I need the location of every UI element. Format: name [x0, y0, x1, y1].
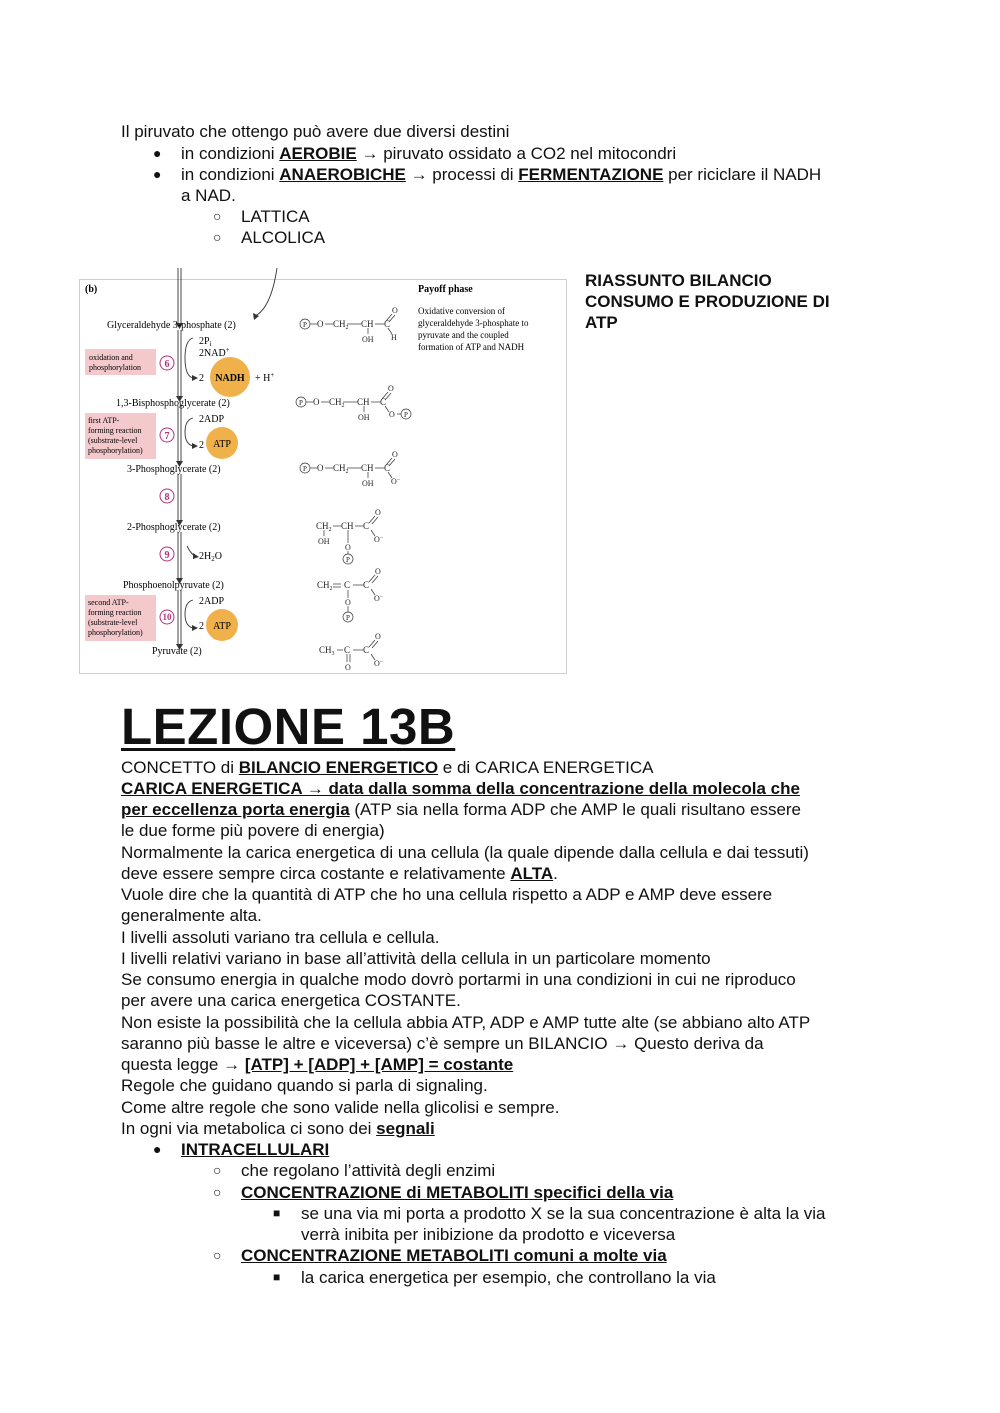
- svg-text:O: O: [389, 410, 395, 419]
- svg-text:O: O: [345, 598, 351, 607]
- compound-name: 3-Phosphoglycerate (2): [127, 464, 221, 475]
- svg-text:O: O: [375, 567, 381, 576]
- svg-text:O: O: [317, 319, 324, 329]
- step-number: 10: [162, 612, 172, 622]
- svg-text:C: C: [344, 645, 351, 655]
- compound-name: Pyruvate (2): [152, 646, 202, 657]
- sub-item-lattica: LATTICA: [241, 207, 310, 226]
- svg-text:P: P: [346, 556, 350, 564]
- bullet-circle: ○: [213, 1162, 222, 1178]
- bullet-dot: ●: [153, 166, 162, 182]
- svg-text:CH: CH: [361, 463, 374, 473]
- svg-text:H: H: [391, 333, 397, 342]
- sub-item-alcolica: ALCOLICA: [241, 228, 326, 247]
- svg-text:O: O: [375, 508, 381, 517]
- svg-text:P: P: [303, 465, 307, 473]
- svg-text:C: C: [380, 397, 387, 407]
- bullet-circle: ○: [213, 229, 222, 245]
- text-line: saranno più basse le altre e viceversa) c’è sempre un BILANCIO → Questo deriva da: [121, 1034, 764, 1053]
- svg-text:O: O: [313, 397, 320, 407]
- svg-text:C: C: [344, 580, 351, 590]
- svg-text:C: C: [384, 319, 391, 329]
- intro-bullet-aerobic: in condizioni AEROBIE → piruvato ossidato a CO2 nel mitocondri: [181, 144, 677, 163]
- text-line: CONCETTO di BILANCIO ENERGETICO e di CARICA ENERGETICA: [121, 758, 654, 777]
- side-note: RIASSUNTO BILANCIO CONSUMO E PRODUZIONE DI ATP: [585, 271, 830, 332]
- svg-text:OH: OH: [362, 335, 374, 344]
- list-item: verrà inibita per inibizione da prodotto e viceversa: [301, 1225, 676, 1244]
- svg-text:CH2: $CH_2$: [329, 397, 345, 409]
- compound-name: Glyceraldehyde 3-phosphate (2): [107, 320, 236, 331]
- text-line: I livelli assoluti variano tra cellula e cellula.: [121, 928, 440, 947]
- bullet-dot: ●: [153, 145, 162, 161]
- phase-desc: Oxidative conversion of: [418, 306, 505, 316]
- svg-text:O: O: [345, 543, 351, 552]
- svg-text:O−: O−: [391, 477, 401, 486]
- compound-name: Phosphoenolpyruvate (2): [123, 580, 224, 591]
- svg-text:OH: OH: [358, 413, 370, 422]
- text-line: CARICA ENERGETICA → data dalla somma della concentrazione della molecola che: [121, 779, 800, 798]
- intro-line: Il piruvato che ottengo può avere due diversi destini: [121, 122, 510, 141]
- svg-text:CH2: $CH_2$: [333, 319, 349, 331]
- compound-name: 1,3-Bisphosphoglycerate (2): [116, 398, 230, 409]
- svg-text:O: O: [345, 663, 351, 672]
- svg-text:O−: O−: [374, 535, 384, 544]
- svg-text:P: P: [346, 614, 350, 622]
- list-item: che regolano l’attività degli enzimi: [241, 1161, 496, 1180]
- list-item: se una via mi porta a prodotto X se la sua concentrazione è alta la via: [301, 1204, 826, 1223]
- panel-label: (b): [85, 284, 98, 295]
- svg-text:CH2: $CH_2$: [316, 521, 332, 533]
- svg-text:C: C: [363, 580, 370, 590]
- svg-text:CH2: $CH_2$: [317, 580, 333, 592]
- text-line: Non esiste la possibilità che la cellula abbia ATP, ADP e AMP tutte alte (se abbiano alto ATP: [121, 1013, 811, 1032]
- svg-text:O: O: [392, 306, 398, 315]
- text-line: questa legge → [ATP] + [ADP] + [AMP] = costante: [121, 1055, 514, 1074]
- phase-desc: pyruvate and the coupled: [418, 330, 509, 340]
- step-label: (substrate-level: [88, 618, 138, 627]
- svg-text:P: P: [404, 411, 408, 419]
- bullet-circle: ○: [213, 1247, 222, 1263]
- list-item: CONCENTRAZIONE di METABOLITI specifici della via: [241, 1183, 674, 1202]
- bullet-circle: ○: [213, 1184, 222, 1200]
- step-label: phosphorylation: [89, 363, 141, 372]
- coefficient: 2: [199, 621, 204, 632]
- step-number: 6: [164, 359, 170, 370]
- reagent-adp: 2ADP: [199, 596, 225, 607]
- reagent-nad: 2NAD+: [199, 346, 230, 359]
- svg-text:CH: CH: [341, 521, 354, 531]
- reagent-adp: 2ADP: [199, 414, 225, 425]
- list-item: INTRACELLULARI: [181, 1140, 330, 1159]
- phase-title: Payoff phase: [418, 284, 473, 295]
- text-line: Se consumo energia in qualche modo dovrò portarmi in una condizioni in cui ne riproduco: [121, 970, 796, 989]
- step-label: second ATP-: [88, 598, 129, 607]
- svg-text:OH: OH: [362, 479, 374, 488]
- svg-text:C: C: [363, 521, 370, 531]
- bullet-square: ■: [273, 1270, 281, 1284]
- bullet-dot: ●: [153, 1141, 162, 1157]
- svg-text:CH: CH: [361, 319, 374, 329]
- svg-text:O: O: [388, 384, 394, 393]
- svg-text:O: O: [392, 450, 398, 459]
- atp-label: ATP: [213, 621, 231, 632]
- compound-name: 2-Phosphoglycerate (2): [127, 522, 221, 533]
- phase-desc: glyceraldehyde 3-phosphate to: [418, 318, 529, 328]
- step-label: oxidation and: [89, 353, 133, 362]
- svg-text:O: O: [317, 463, 324, 473]
- text-line: I livelli relativi variano in base all’attività della cellula in un particolare momento: [121, 949, 711, 968]
- list-item: CONCENTRAZIONE METABOLITI comuni a molte via: [241, 1246, 667, 1265]
- svg-text:C: C: [384, 463, 391, 473]
- step-number: 9: [164, 550, 170, 561]
- step-label: phosphorylation): [88, 446, 143, 455]
- step-label: (substrate-level: [88, 436, 138, 445]
- step-number: 7: [164, 431, 170, 442]
- bullet-circle: ○: [213, 208, 222, 224]
- text-line: per avere una carica energetica COSTANTE.: [121, 991, 461, 1010]
- svg-text:O−: O−: [374, 659, 384, 668]
- svg-text:C: C: [363, 645, 370, 655]
- text-line: generalmente alta.: [121, 906, 262, 925]
- svg-text:O: O: [375, 632, 381, 641]
- coefficient: 2: [199, 373, 204, 384]
- step-label: forming reaction: [88, 608, 142, 617]
- atp-label: ATP: [213, 439, 231, 450]
- svg-text:CH: CH: [357, 397, 370, 407]
- text-line: Normalmente la carica energetica di una cellula (la quale dipende dalla cellula e dai tessuti): [121, 843, 809, 862]
- svg-text:P: P: [299, 399, 303, 407]
- intro-bullet-anaerobic-cont: a NAD.: [181, 186, 236, 205]
- svg-text:CH3: $CH_3$: [319, 645, 335, 657]
- list-item: la carica energetica per esempio, che controllano la via: [301, 1268, 716, 1287]
- reagent-pi: $2P_i$: [199, 336, 212, 348]
- phase-desc: formation of ATP and NADH: [418, 342, 525, 352]
- step-label: phosphorylation): [88, 628, 143, 637]
- text-line: per eccellenza porta energia (ATP sia nella forma ADP che AMP le quali risultano essere: [121, 800, 802, 819]
- intro-bullet-anaerobic: in condizioni ANAEROBICHE → processi di FERMENTAZIONE per riciclare il NADH: [181, 165, 822, 184]
- text-line: Vuole dire che la quantità di ATP che ho una cellula rispetto a ADP e AMP deve essere: [121, 885, 773, 904]
- step-label: forming reaction: [88, 426, 142, 435]
- hplus: + H+: [255, 371, 275, 384]
- svg-text:P: P: [303, 321, 307, 329]
- text-line: le due forme più povere di energia): [121, 821, 385, 840]
- glycolysis-payoff-figure: [79, 268, 567, 674]
- text-line: Come altre regole che sono valide nella glicolisi e sempre.: [121, 1098, 560, 1117]
- nadh-label: NADH: [215, 373, 245, 384]
- step-number: 8: [164, 492, 170, 503]
- svg-text:OH: OH: [318, 537, 330, 546]
- text-line: In ogni via metabolica ci sono dei segnali: [121, 1119, 435, 1138]
- step-label: first ATP-: [88, 416, 120, 425]
- bullet-square: ■: [273, 1206, 281, 1220]
- lesson-title: LEZIONE 13B: [121, 698, 456, 755]
- svg-text:CH2: $CH_2$: [333, 463, 349, 475]
- svg-text:O−: O−: [374, 594, 384, 603]
- text-line: deve essere sempre circa costante e relativamente ALTA.: [121, 864, 558, 883]
- text-line: Regole che guidano quando si parla di signaling.: [121, 1076, 488, 1095]
- reagent-water: $2H_2O$: [199, 551, 222, 563]
- coefficient: 2: [199, 440, 204, 451]
